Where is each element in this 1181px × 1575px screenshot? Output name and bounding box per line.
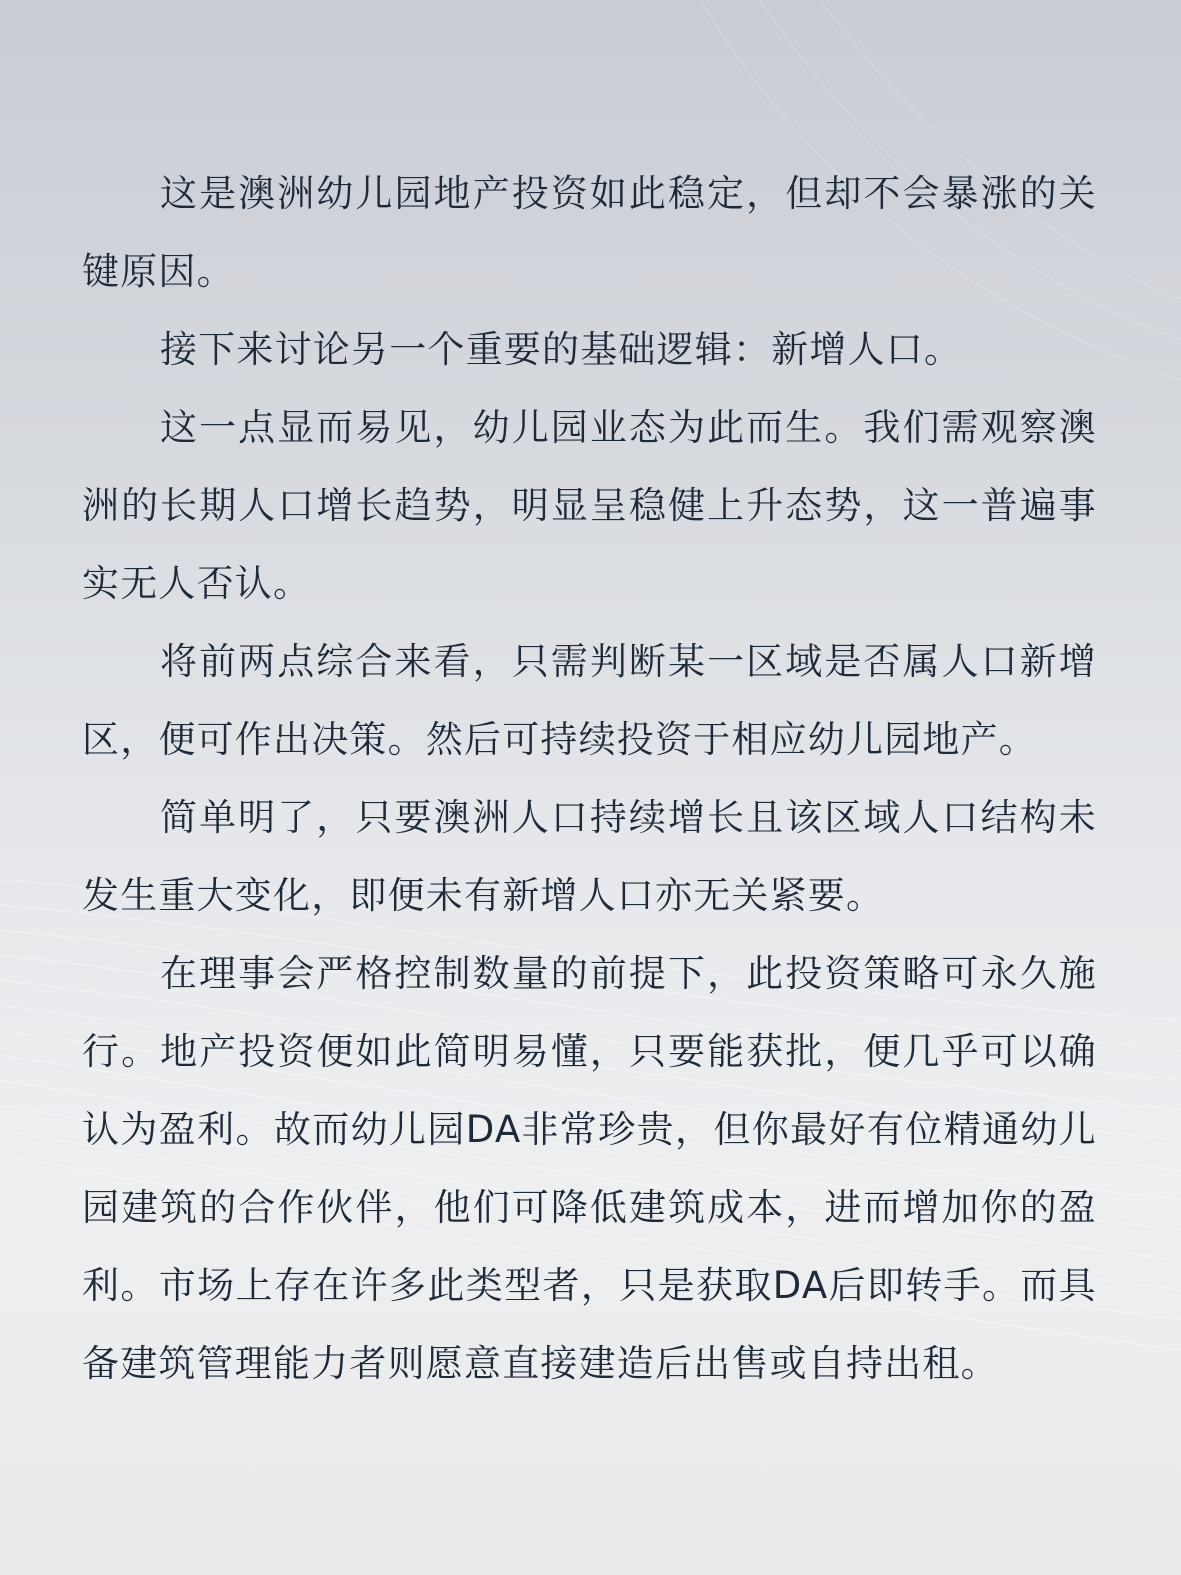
paragraph-2: 接下来讨论另一个重要的基础逻辑：新增人口。 [160,328,963,371]
paragraph-3: 这一点显而易见，幼儿园业态为此而生。我们需观察澳洲的长期人口增长趋势，明显呈稳健上升态势，这一普遍事实无人否认。 [82,406,1097,605]
paragraph-4: 将前两点综合来看，只需判断某一区域是否属人口新增区，便可作出决策。然后可持续投资于相应幼儿园地产。 [82,640,1097,761]
paragraph-5: 简单明了，只要澳洲人口持续增长且该区域人口结构未发生重大变化，即便未有新增人口亦无关紧要。 [82,796,1097,917]
paragraph-6: 在理事会严格控制数量的前提下，此投资策略可永久施行。地产投资便如此简明易懂，只要能获批，便几乎可以确认为盈利。故而幼儿园DA非常珍贵，但你最好有位精通幼儿园建筑的合作伙伴，他们可降低建筑成本，进而增加你的盈利。市场上存在许多此类型者，只是获取DA后即转手。而具备建筑管理能力者则愿意直接建造后出售或自持出租。 [82,952,1097,1385]
article-body [82,155,1097,1403]
paragraph-1: 这是澳洲幼儿园地产投资如此稳定，但却不会暴涨的关键原因。 [82,172,1097,293]
